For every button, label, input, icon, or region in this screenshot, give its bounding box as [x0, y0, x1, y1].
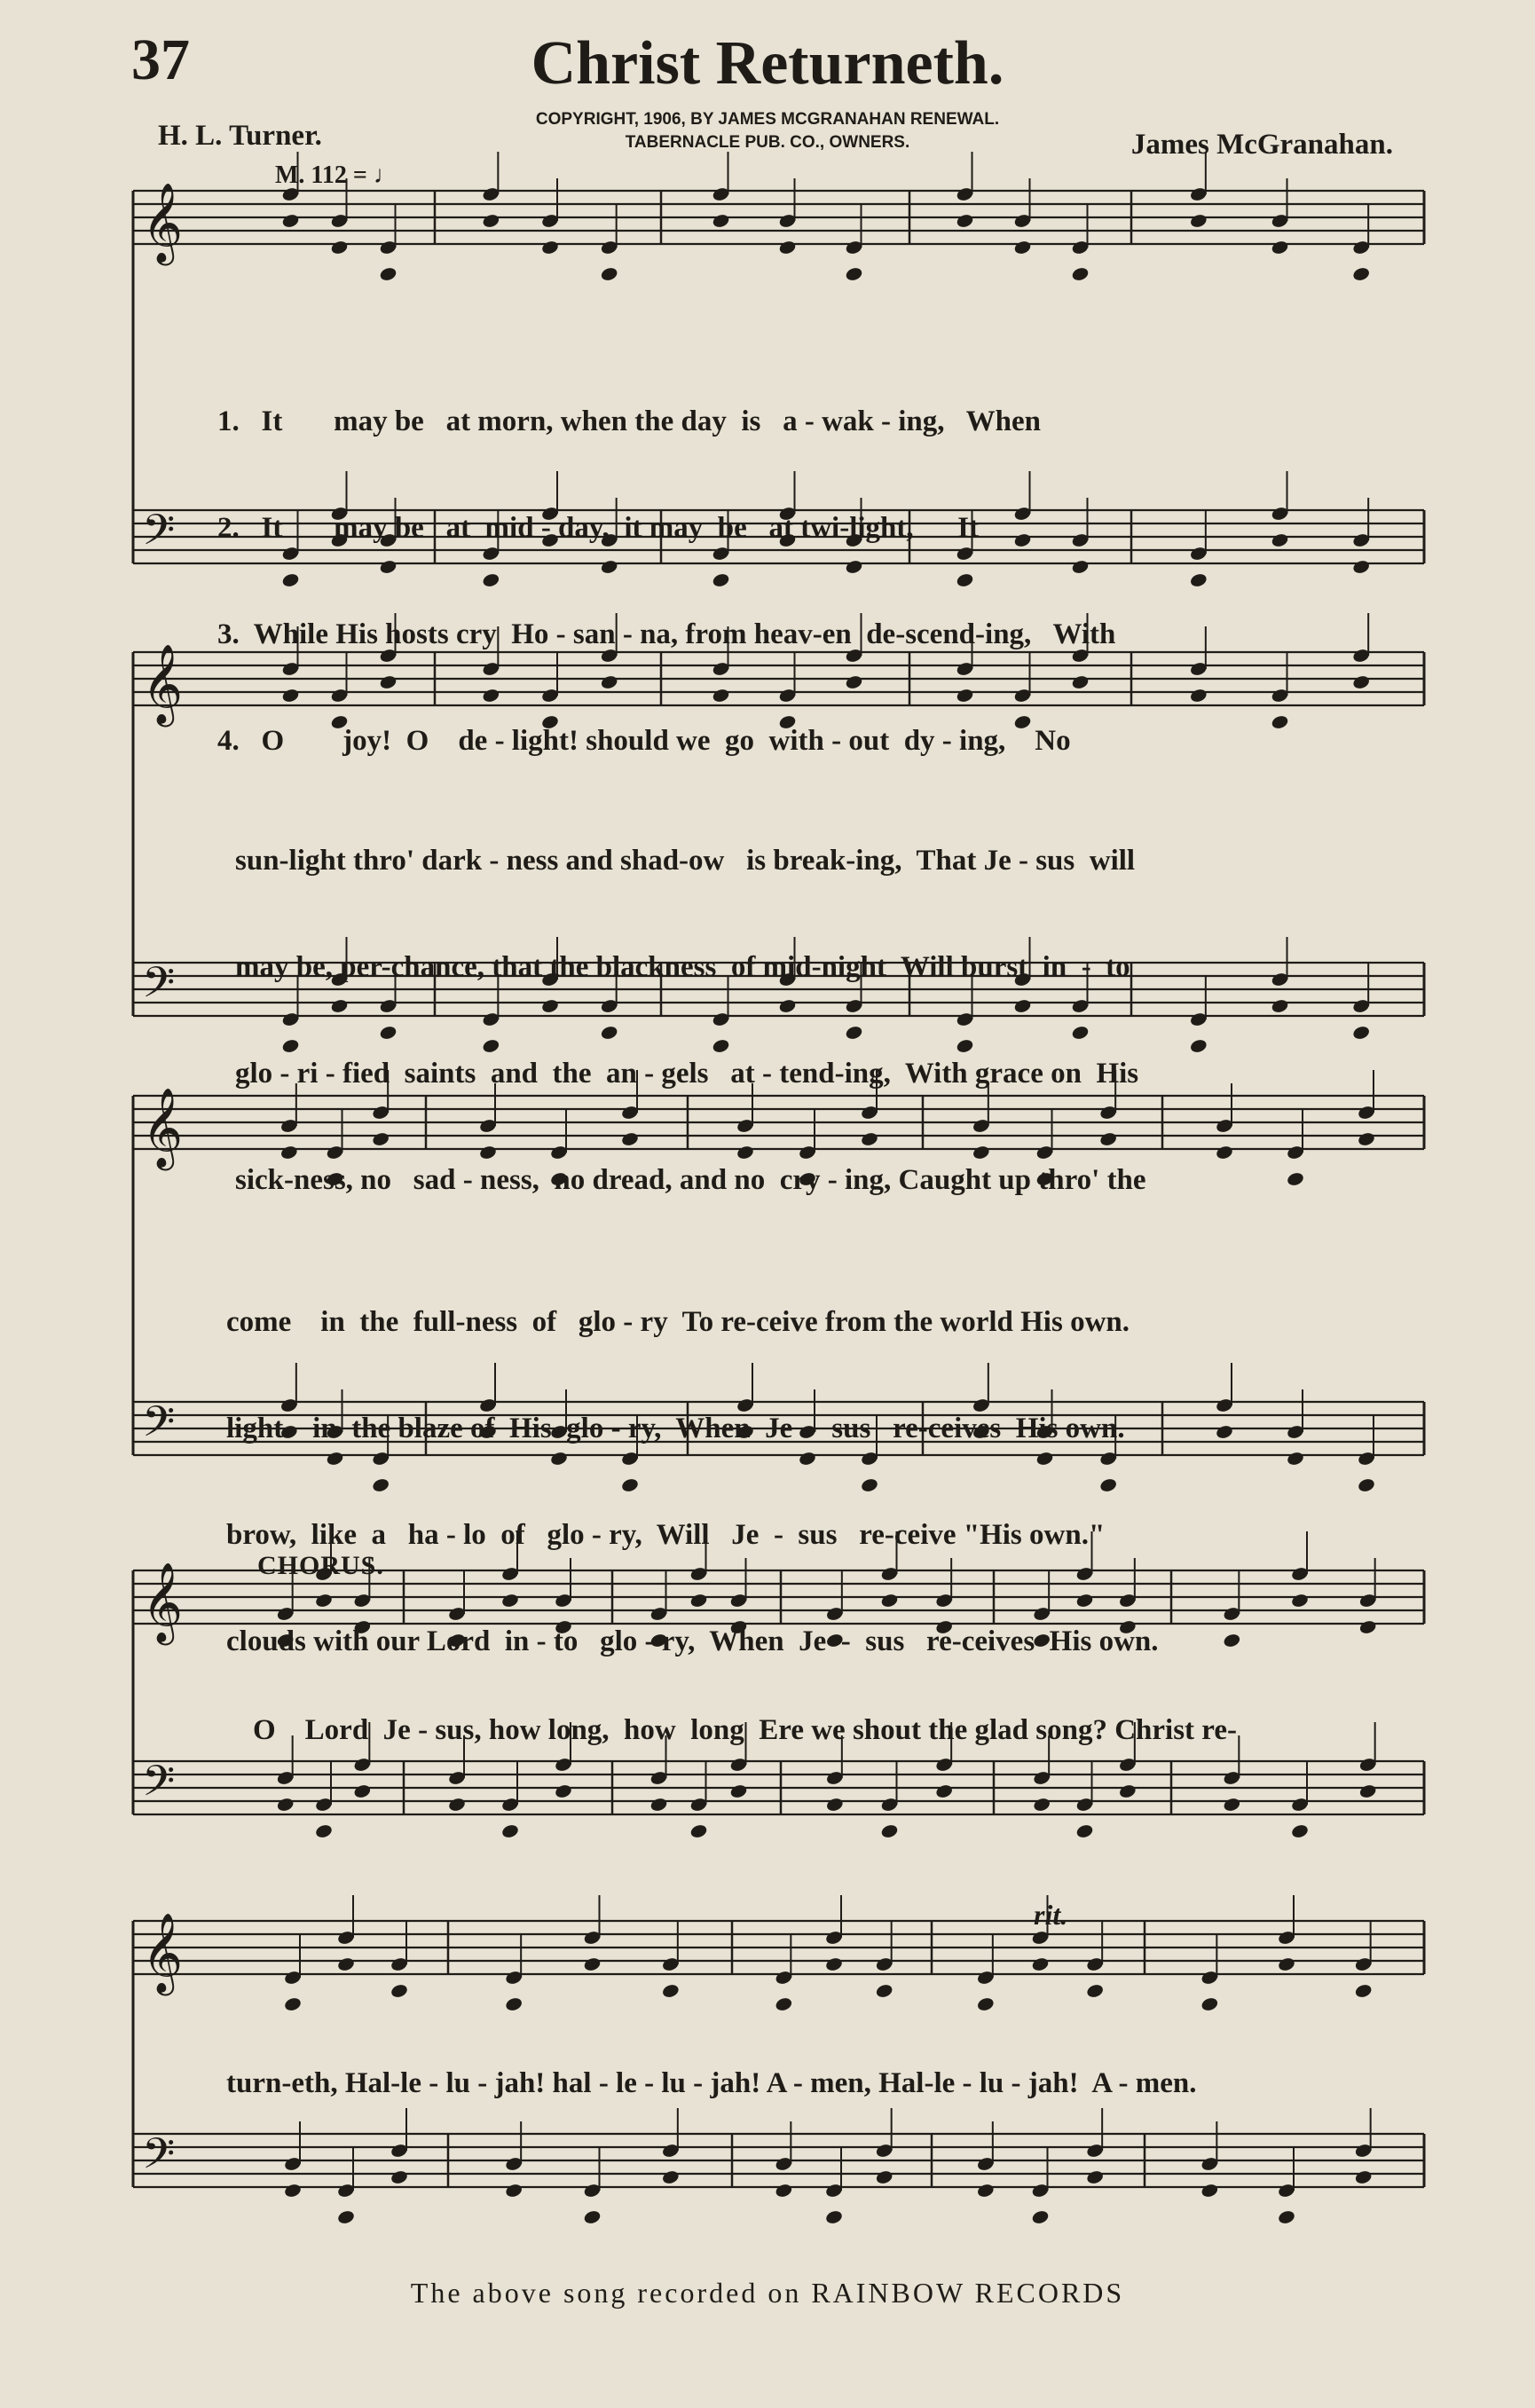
- tempo-marking: M. 112 = ♩: [275, 161, 398, 189]
- footer-note: The above song recorded on RAINBOW RECORDS: [410, 2277, 1125, 2309]
- verse-line: glo - ri - fied saints and the an - gels at - tend-ing, With grace on His: [235, 1058, 1139, 1090]
- svg-text:𝄞: 𝄞: [142, 1088, 184, 1168]
- svg-text:𝄞: 𝄞: [142, 644, 184, 724]
- svg-text:𝄞: 𝄞: [142, 1562, 184, 1642]
- verse-line: sick-ness, no sad - ness, no dread, and no cry - ing, Caught up thro' the: [235, 1164, 1146, 1196]
- verse-line: sun-light thro' dark - ness and shad-ow is break-ing, That Je - sus will: [235, 845, 1136, 877]
- composer: James McGranahan.: [1130, 129, 1393, 161]
- verses-system-2: [235, 772, 1146, 1233]
- verses-system-3: [226, 1233, 1159, 1695]
- verse-line: light in the blaze of His glo - ry, When Je - sus re-ceives His own.: [226, 1413, 1125, 1444]
- svg-text:𝄞: 𝄞: [142, 1913, 184, 1993]
- verses-system-1: [217, 333, 1115, 794]
- verse-line: may be, per-chance, that the blackness of mid-night Will burst in - to: [235, 951, 1130, 983]
- verse-line: clouds with our Lord in - to glo - ry, When Je - sus re-ceives His own.: [226, 1625, 1159, 1657]
- ritardando-marking: rit.: [1034, 1899, 1068, 1931]
- svg-text:𝄢: 𝄢: [142, 1756, 176, 1816]
- verse-line: 4. O joy! O de - light! should we go with - out dy - ing, No: [217, 725, 1071, 757]
- hymn-title: Christ Returneth.: [531, 29, 1004, 98]
- chorus-label: CHORUS.: [257, 1551, 384, 1580]
- verse-line: brow, like a ha - lo of glo - ry, Will Je - sus re-ceive "His own.": [226, 1519, 1106, 1551]
- svg-text:𝄢: 𝄢: [142, 1397, 176, 1457]
- chorus-lyric-2: turn-eth, Hal-le - lu - jah! hal - le - lu - jah! A - men, Hal-le - lu - jah! A - men.: [226, 2067, 1197, 2099]
- svg-text:𝄢: 𝄢: [142, 957, 176, 1018]
- verse-line: 2. It may be at mid - day, it may be at twi-light, It: [217, 512, 979, 544]
- page-number: 37: [131, 28, 190, 92]
- verse-line: 3. While His hosts cry Ho - san - na, from heav-en de-scend-ing, With: [217, 618, 1116, 650]
- verse-line: 1. It may be at morn, when the day is a - wak - ing, When: [217, 405, 1042, 437]
- svg-text:𝄢: 𝄢: [142, 505, 176, 565]
- svg-text:𝄢: 𝄢: [142, 2129, 176, 2189]
- copyright-line-2: TABERNACLE PUB. CO., OWNERS.: [625, 133, 910, 152]
- copyright-line-1: COPYRIGHT, 1906, BY JAMES MCGRANAHAN RENEWAL.: [535, 110, 1000, 129]
- clefs: [142, 183, 183, 2189]
- chorus-lyric-1: O Lord Je - sus, how long, how long Ere we shout the glad song? Christ re-: [253, 1714, 1237, 1746]
- lyricist: H. L. Turner.: [158, 120, 322, 152]
- verse-line: come in the full-ness of glo - ry To re-ceive from the world His own.: [226, 1306, 1130, 1338]
- svg-text:𝄞: 𝄞: [142, 183, 184, 263]
